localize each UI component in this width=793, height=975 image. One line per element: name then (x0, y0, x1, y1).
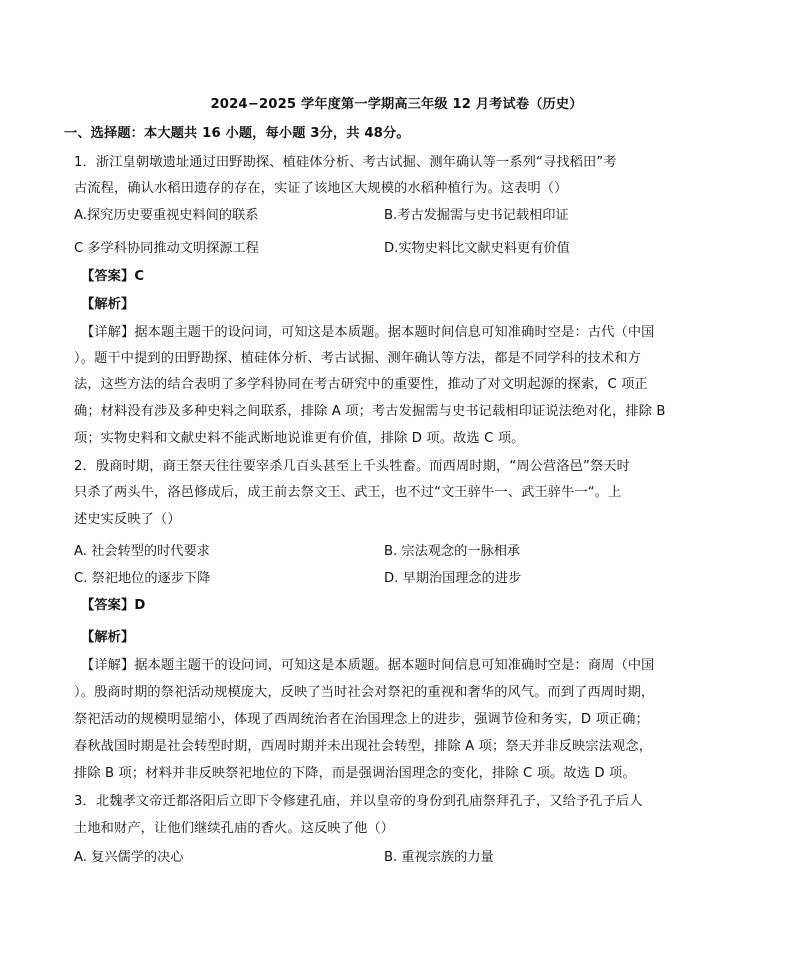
q2-detail-line-5: 排除 B 项；材料并非反映祭祀地位的下降，而是强调治国理念的变化，排除 C 项。故选 D 项。 (74, 766, 636, 781)
exam-title: 2024−2025 学年度第一学期高三年级 12 月考试卷（历史） (210, 97, 583, 112)
q1-answer (81, 268, 144, 286)
q2-option-a: A. 社会转型的时代要求 (74, 544, 210, 559)
q2-answer (81, 597, 145, 615)
q2-option-d: D. 早期治国理念的进步 (384, 571, 522, 586)
q1-answer-value: C (134, 269, 145, 284)
q2-stem-line-2: 只杀了两头牛，洛邑修成后，成王前去祭文王、武王，也不过“文王骍牛一、武王骍牛一“。上 (74, 485, 622, 500)
q3-stem-line-2: 土地和财产，让他们继续孔庙的香火。这反映了他（） (74, 821, 395, 836)
section-heading: 一、选择题：本大题共 16 小题，每小题 3分，共 48分。 (64, 126, 410, 141)
q1-stem-line-2: 古流程，确认水稻田遗存的存在，实证了该地区大规模的水稻种植行为。这表明（） (74, 181, 568, 196)
q1-option-c: C 多学科协同推动文明探源工程 (74, 241, 259, 256)
q2-answer-value: D (134, 598, 146, 613)
q1-detail-line-4: 确；材料没有涉及多种史料之间联系，排除 A 项；考古发掘需与史书记载相印证说法绝对化，排除 B (74, 404, 666, 419)
q2-detail-line-3: 祭祀活动的规模明显缩小，体现了西周统治者在治国理念上的进步，强调节俭和务实，D 项正确； (74, 712, 649, 727)
q3-stem-line-1: 3．北魏孝文帝迁都洛阳后立即下令修建孔庙，并以皇帝的身份到孔庙祭拜孔子，又给予孔子后人 (74, 794, 643, 809)
q1-detail-line-1: 【详解】据本题主题干的设问词，可知这是本质题。据本题时间信息可知准确时空是：古代（中国 (81, 325, 655, 340)
q1-analysis-label: 【解析】 (81, 297, 135, 312)
q2-option-c: C. 祭祀地位的逐步下降 (74, 571, 211, 586)
q2-answer-label: 【答案】 (81, 598, 135, 613)
q1-detail-line-3: 法，这些方法的结合表明了多学科协同在考古研究中的重要性，推动了对文明起源的探索，C 项正 (74, 377, 648, 392)
q3-option-b: B. 重视宗族的力量 (384, 850, 494, 865)
q1-option-d: D.实物史料比文献史料更有价值 (384, 241, 570, 256)
q2-option-b: B. 宗法观念的一脉相承 (384, 544, 521, 559)
q2-analysis-label: 【解析】 (81, 630, 135, 645)
q3-option-a: A. 复兴儒学的决心 (74, 850, 184, 865)
q1-option-b: B.考古发掘需与史书记载相印证 (384, 208, 569, 223)
q1-answer-label: 【答案】 (81, 269, 135, 284)
q1-detail-line-2: ）。题干中提到的田野勘探、植硅体分析、考古试掘、测年确认等方法，都是不同学科的技术和方 (74, 351, 641, 366)
q2-detail-line-2: ）。殷商时期的祭祀活动规模庞大，反映了当时社会对祭祀的重视和奢华的风气。而到了西周时期， (74, 685, 655, 700)
q1-detail-line-5: 项；实物史料和文献史料不能武断地说谁更有价值，排除 D 项。故选 C 项。 (74, 431, 525, 446)
q2-stem-line-3: 述史实反映了（） (74, 512, 181, 527)
q2-detail-line-1: 【详解】据本题主题干的设问词，可知这是本质题。据本题时间信息可知准确时空是：商周（中国 (81, 658, 655, 673)
q2-stem-line-1: 2．殷商时期，商王祭天往往要宰杀几百头甚至上千头牲畜。而西周时期，“周公营洛邑”祭天时 (74, 459, 631, 474)
q1-option-a: A.探究历史要重视史料间的联系 (74, 208, 259, 223)
q2-detail-line-4: 春秋战国时期是社会转型时期，西周时期并未出现社会转型，排除 A 项；祭天并非反映宗法观念， (74, 739, 653, 754)
q1-stem-line-1: 1．浙江皇朝墩遗址通过田野勘探、植硅体分析、考古试掘、测年确认等一系列“寻找稻田”考 (74, 155, 617, 170)
